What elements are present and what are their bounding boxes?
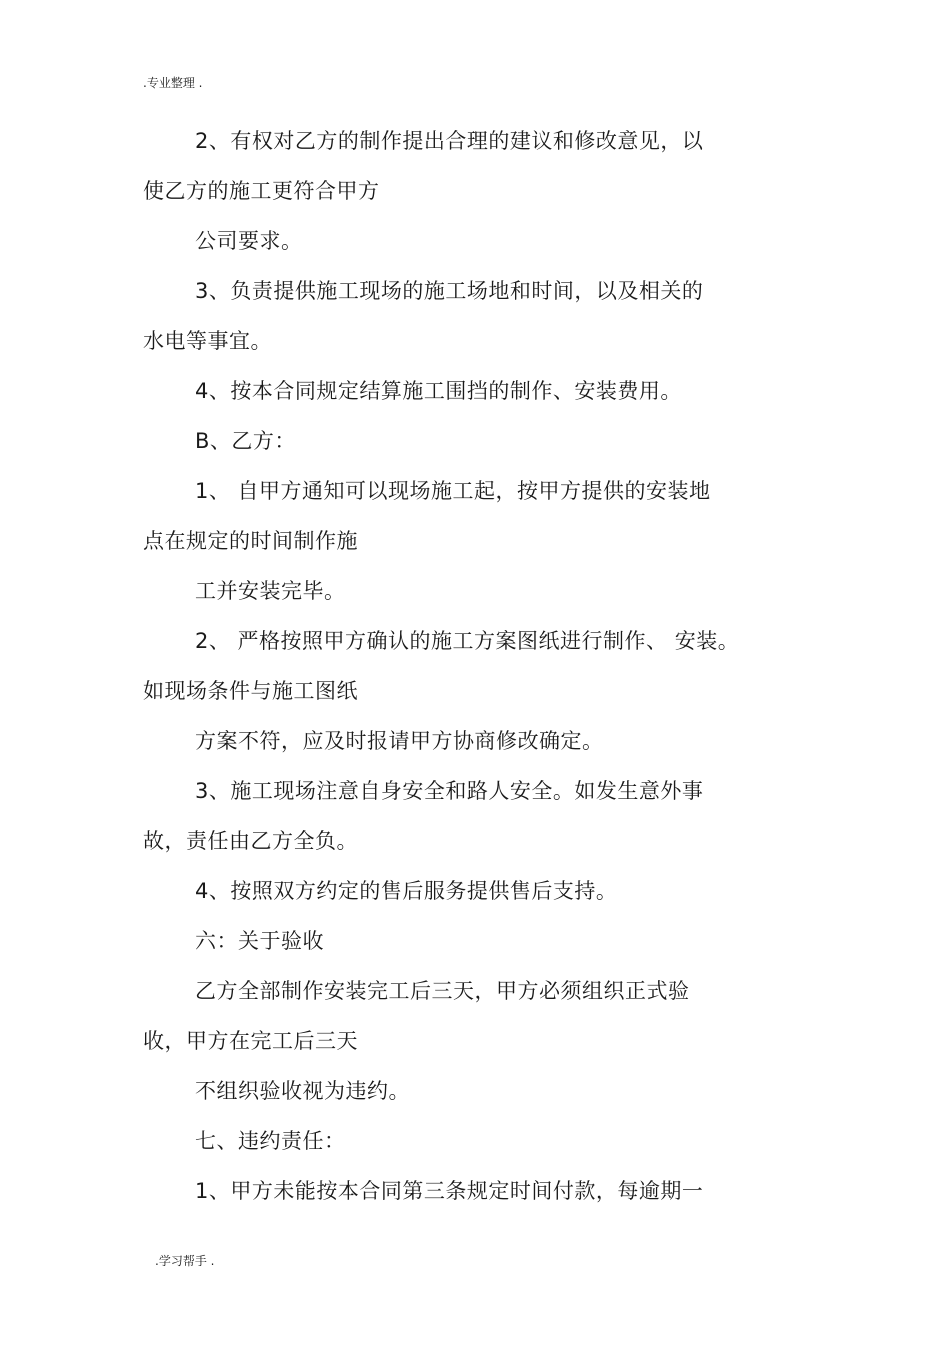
text-line: 如现场条件与施工图纸 [143, 679, 358, 703]
page-header: .专业整理 . [143, 76, 203, 90]
text-line: 4、按本合同规定结算施工围挡的制作、安装费用。 [195, 379, 682, 403]
text-line: 水电等事宜。 [143, 329, 272, 353]
text-line: 七、违约责任： [195, 1129, 346, 1153]
text-line: B、乙方： [195, 429, 296, 453]
text-line: 3、施工现场注意自身安全和路人安全。如发生意外事 [195, 779, 704, 803]
text-line: 收，甲方在完工后三天 [143, 1029, 358, 1053]
text-line: 3、负责提供施工现场的施工场地和时间，以及相关的 [195, 279, 704, 303]
text-line: 1、 自甲方通知可以现场施工起，按甲方提供的安装地 [195, 479, 711, 503]
text-line: 2、 严格按照甲方确认的施工方案图纸进行制作、 安装。 [195, 629, 740, 653]
text-line: 2、有权对乙方的制作提出合理的建议和修改意见，以 [195, 129, 704, 153]
text-line: 不组织验收视为违约。 [195, 1079, 410, 1103]
text-line: 4、按照双方约定的售后服务提供售后支持。 [195, 879, 618, 903]
text-line: 故，责任由乙方全负。 [143, 829, 358, 853]
page-footer: .学习帮手 . [155, 1254, 215, 1268]
text-line: 乙方全部制作安装完工后三天，甲方必须组织正式验 [195, 979, 690, 1003]
text-line: 点在规定的时间制作施 [143, 529, 358, 553]
text-line: 公司要求。 [195, 229, 303, 253]
text-line: 方案不符，应及时报请甲方协商修改确定。 [195, 729, 604, 753]
text-line: 六：关于验收 [195, 929, 324, 953]
text-line: 工并安装完毕。 [195, 579, 346, 603]
text-line: 1、甲方未能按本合同第三条规定时间付款，每逾期一 [195, 1179, 704, 1203]
text-line: 使乙方的施工更符合甲方 [143, 179, 380, 203]
